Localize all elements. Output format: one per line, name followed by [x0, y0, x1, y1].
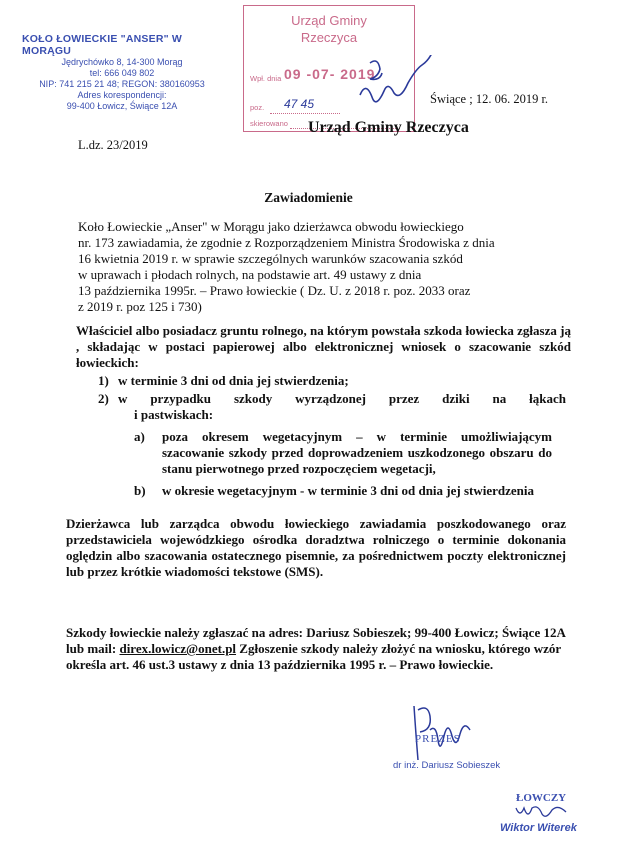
sub-item-text: poza okresem wegetacyjnym – w terminie umożliwiającym szacowanie szkody przed doprowadzeniem uszkodzonego obszaru do stanu pierwotnego przed rozpoczęciem wegetacji, — [162, 429, 552, 476]
owner-paragraph: Właściciel albo posiadacz gruntu rolnego, na którym powstała szkoda łowiecka zgłasza ją , składając w postaci papierowej albo elektronicznej wniosek o szacowanie szkód łowieckich: — [76, 323, 571, 370]
stamp-skier-label: skierowano — [250, 119, 288, 128]
sender-correspondence-label: Adres korespondencji: — [77, 90, 167, 100]
intro-paragraph — [78, 219, 568, 315]
sender-block — [22, 33, 222, 112]
sender-address: Jędrychówko 8, 14-300 Morąg — [61, 57, 183, 67]
stamp-title-1: Urząd Gminy — [291, 13, 367, 28]
sender-correspondence-address: 99-400 Łowicz, Świące 12A — [66, 101, 178, 111]
document-title: Zawiadomienie — [264, 190, 353, 205]
handwritten-initials-icon — [340, 55, 450, 125]
claims-paragraph — [66, 625, 566, 673]
recipient: Urząd Gminy Rzeczyca — [308, 119, 469, 136]
lowczy-name: Wiktor Witerek — [500, 822, 577, 834]
notification-paragraph: Dzierżawca lub zarządca obwodu łowieckiego zawiadamia poszkodowanego oraz przedstawiciela wojewódzkiego ośrodka doradztwa rolniczego o terminie dokonania oględzin albo szacowania ostatecznego pisemnie, za pośrednictwem poczty elektronicznej lub przez krótkie wiadomości tekstowe (SMS). — [66, 516, 566, 579]
sender-phone: tel: 666 049 802 — [89, 68, 155, 78]
sub-item-label: a) — [134, 429, 145, 444]
list-item-number: 1) — [98, 373, 109, 388]
place-and-date: Świące ; 12. 06. 2019 r. — [430, 92, 549, 106]
intro-line: 13 października 1995r. – Prawo łowieckie ( Dz. U. z 2018 r. poz. 2033 oraz — [78, 283, 471, 298]
list-item-text: w terminie 3 dni od dnia jej stwierdzenia; — [118, 373, 349, 388]
intro-line: Koło Łowieckie „Anser" w Morągu jako dzierżawca obwodu łowieckiego — [78, 219, 464, 234]
reference-number: L.dz. 23/2019 — [78, 138, 148, 152]
sub-item-text: w okresie wegetacyjnym - w terminie 3 dni od dnia jej stwierdzenia — [162, 483, 535, 498]
email-link[interactable]: direx.lowicz@onet.pl — [119, 641, 237, 656]
stamp-poz-line — [270, 112, 340, 114]
prezes-title: PREZES — [415, 733, 461, 745]
intro-line: w uprawach i płodach rolnych, na podstawie art. 49 ustawy z dnia — [78, 267, 422, 282]
intro-line: nr. 173 zawiadamia, że zgodnie z Rozporządzeniem Ministra Środowiska z dnia — [78, 235, 495, 250]
intro-line: 16 kwietnia 2019 r. w sprawie szczególnych warunków szacowania szkód — [78, 251, 463, 266]
stamp-poz-label: poz. — [250, 103, 265, 112]
stamp-date: 09 -07- 2019 — [284, 66, 376, 82]
sender-name: KOŁO ŁOWIECKIE "ANSER" W MORĄGU — [22, 33, 183, 57]
claims-text: Szkody łowieckie należy zgłaszać na adres: Dariusz Sobieszek; 99-400 Łowicz; Świące 12A lub mail: — [66, 625, 566, 656]
intro-line: z 2019 r. poz 125 i 730) — [78, 299, 202, 314]
sender-nip-regon: NIP: 741 215 21 48; REGON: 380160953 — [39, 79, 205, 89]
prezes-name: dr inż. Dariusz Sobieszek — [393, 760, 501, 771]
sub-item-label: b) — [134, 483, 146, 498]
stamp-title-2: Rzeczyca — [300, 30, 358, 45]
list-item-text: w przypadku szkody wyrządzonej przez dziki na łąkach — [118, 391, 566, 406]
claims-text: Zgłoszenie szkody należy złożyć na wniosku, którego wzór określa art. 46 ust.3 ustawy z dnia 13 października 1995 r. – Prawo łowieckie. — [66, 641, 561, 672]
stamp-poz-value: 47 45 — [284, 97, 315, 111]
lowczy-title: ŁOWCZY — [516, 792, 567, 804]
list-item-text-cont: i pastwiskach: — [134, 407, 214, 422]
stamp-wpl-label: Wpł. dnia — [250, 74, 282, 83]
lowczy-signature-icon — [512, 802, 572, 824]
list-item-number: 2) — [98, 391, 109, 406]
